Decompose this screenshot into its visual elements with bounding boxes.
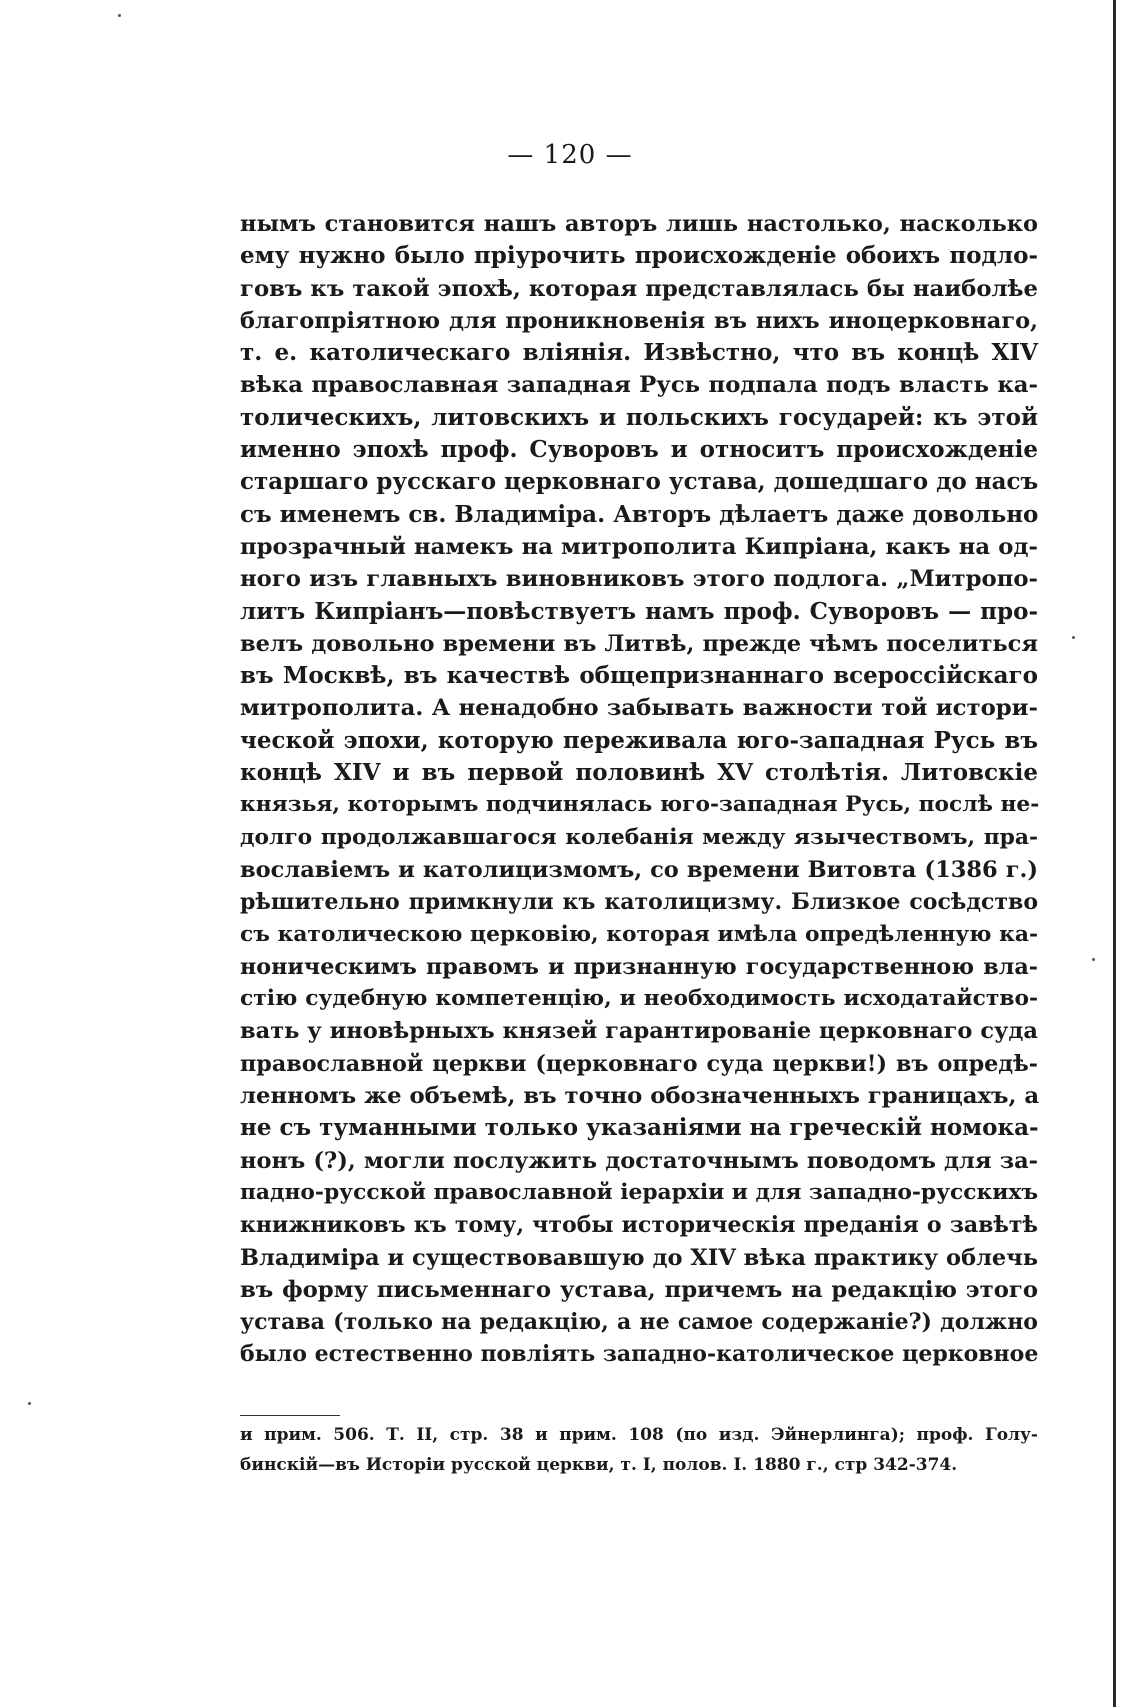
footnotes bbox=[240, 1420, 1038, 1480]
text-line: вославіемъ и католицизмомъ, со времени Витовта (1386 г.) bbox=[240, 856, 1038, 883]
text-line: въ форму письменнаго устава, причемъ на редакцію этого bbox=[240, 1276, 1038, 1303]
footnote-divider bbox=[240, 1415, 340, 1416]
text-line: ного изъ главныхъ виновниковъ этого подлога. „Митропо- bbox=[240, 566, 1038, 593]
text-line: рѣшительно примкнули къ католицизму. Близкое сосѣдство bbox=[240, 889, 1038, 916]
page-number: — 120 — bbox=[507, 140, 633, 170]
text-line: концѣ XIV и въ первой половинѣ XV столѣтія. Литовскіе bbox=[240, 759, 1038, 787]
body-text bbox=[240, 208, 1038, 1371]
text-line: съ католическою церковію, которая имѣла опредѣленную ка- bbox=[240, 921, 1038, 947]
text-line: православной церкви (церковнаго суда церкви!) въ опредѣ- bbox=[240, 1050, 1038, 1077]
scan-speck bbox=[28, 1402, 31, 1405]
text-line: ленномъ же объемѣ, въ точно обозначенныхъ границахъ, а bbox=[240, 1083, 1040, 1110]
text-line: литъ Кипріанъ—повѣствуетъ намъ проф. Суворовъ — про- bbox=[240, 597, 1038, 625]
text-line: т. е. католическаго вліянія. Извѣстно, что въ концѣ XIV bbox=[240, 339, 1038, 367]
text-line: книжниковъ къ тому, чтобы историческія преданія о завѣтѣ bbox=[240, 1212, 1038, 1239]
text-line: ему нужно было пріурочить происхожденіе обоихъ подло- bbox=[240, 242, 1038, 270]
text-line: именно эпохѣ проф. Суворовъ и относитъ происхожденіе bbox=[240, 436, 1038, 464]
text-line: ноническимъ правомъ и признанную государственною вла- bbox=[240, 953, 1038, 980]
text-line: толическихъ, литовскихъ и польскихъ государей: къ этой bbox=[240, 403, 1038, 431]
text-line: старшаго русскаго церковнаго устава, дошедшаго до насъ bbox=[240, 468, 1039, 496]
text-line: вать у иновѣрныхъ князей гарантированіе церковнаго суда bbox=[240, 1018, 1038, 1045]
text-line: нонъ (?), могли послужить достаточнымъ поводомъ для за- bbox=[240, 1147, 1038, 1174]
page-edge bbox=[1113, 0, 1116, 1707]
text-line: велъ довольно времени въ Литвѣ, прежде чѣмъ поселиться bbox=[240, 630, 1038, 657]
text-line: митрополита. А ненадобно забывать важности той истори- bbox=[240, 695, 1038, 722]
text-line: благопріятною для проникновенія въ нихъ иноцерковнаго, bbox=[240, 307, 1038, 334]
text-line: падно-русской православной іерархіи и для западно-русскихъ bbox=[240, 1179, 1039, 1205]
text-line: было естественно повліять западно-католическое церковное bbox=[240, 1341, 1039, 1368]
scan-speck bbox=[1092, 958, 1095, 961]
scan-speck bbox=[1072, 636, 1075, 639]
footnote-line: бинскій—въ Исторіи русской церкви, т. I, полов. I. 1880 г., стр 342-374. bbox=[240, 1455, 958, 1475]
text-line: долго продолжавшагося колебанія между язычествомъ, пра- bbox=[240, 824, 1038, 850]
text-line: Владиміра и существовавшую до XIV вѣка практику облечь bbox=[240, 1244, 1038, 1271]
text-line: вѣка православная западная Русь подпала подъ власть ка- bbox=[240, 372, 1038, 399]
footnote-line: и прим. 506. Т. II, стр. 38 и прим. 108 (по изд. Эйнерлинга); проф. Голу- bbox=[240, 1425, 1038, 1445]
text-line: прозрачный намекъ на митрополита Кипріана, какъ на од- bbox=[240, 533, 1038, 560]
text-line: съ именемъ св. Владиміра. Авторъ дѣлаетъ даже довольно bbox=[240, 500, 1039, 528]
text-line: въ Москвѣ, въ качествѣ общепризнаннаго всероссійскаго bbox=[240, 662, 1038, 690]
text-line: князья, которымъ подчинялась юго-западная Русь, послѣ не- bbox=[240, 792, 1040, 818]
text-line: нымъ становится нашъ авторъ лишь настолько, насколько bbox=[240, 211, 1038, 237]
text-line: устава (только на редакцію, а не самое содержаніе?) должно bbox=[240, 1309, 1038, 1336]
text-line: говъ къ такой эпохѣ, которая представлялась бы наиболѣе bbox=[240, 275, 1038, 302]
scan-speck bbox=[118, 14, 121, 17]
text-line: ческой эпохи, которую переживала юго-западная Русь въ bbox=[240, 726, 1038, 754]
text-line: стію судебную компетенцію, и необходимость исходатайство- bbox=[240, 986, 1038, 1012]
text-line: не съ туманными только указаніями на греческій номока- bbox=[240, 1114, 1039, 1142]
